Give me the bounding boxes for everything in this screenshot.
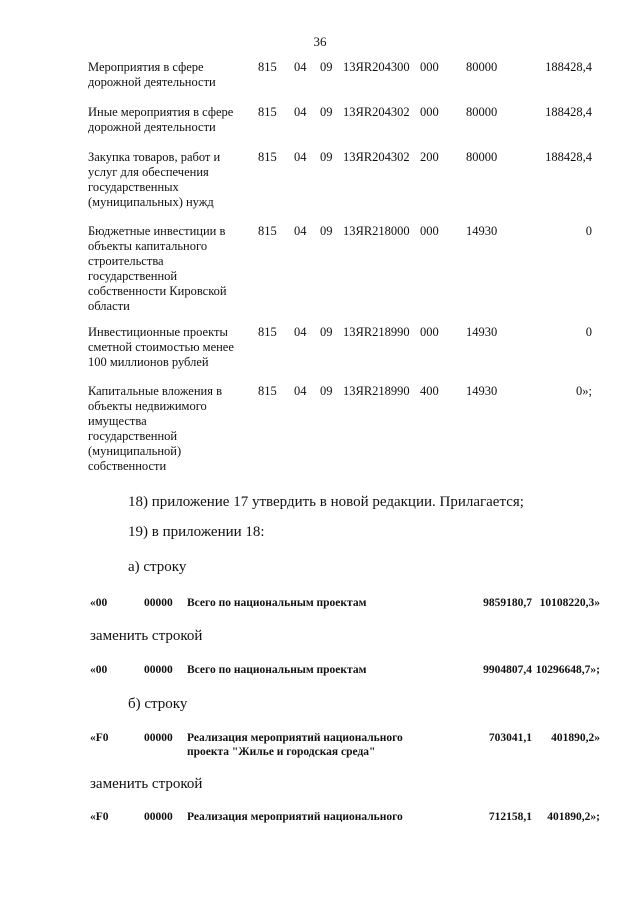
row-subsection: 09 [320,325,333,339]
bold-row-code: «F0 [90,811,109,823]
row-name: Иные мероприятия в сфере дорожной деятельности [88,105,234,134]
row-amount: 0 [585,224,592,238]
bold-row-code: «F0 [90,732,109,744]
row-ministry: 815 [258,150,277,164]
bold-row-value-1: 712158,1 [488,811,532,823]
paragraph-18: 18) приложение 17 утвердить в новой редакции. Прилагается; [128,494,524,510]
row-section: 04 [294,60,307,74]
row-amount: 188428,4 [545,105,592,119]
bold-row-value-1: 9904807,4 [483,664,532,676]
row-expense-type: 400 [420,384,439,398]
row-code: 80000 [466,60,498,74]
bold-row-value-2: 10296648,7»; [535,664,600,676]
bold-row-value-2: 10108220,3» [539,597,600,609]
row-section: 04 [294,325,307,339]
row-code: 14930 [466,224,498,238]
bold-row-name: Реализация мероприятий национального [187,811,403,823]
row-expense-type: 000 [420,325,439,339]
row-target-code: 13ЯR218990 [343,384,410,398]
row-ministry: 815 [258,325,277,339]
bold-row-subcode: 00000 [144,664,173,676]
row-code: 80000 [466,105,498,119]
row-code: 14930 [466,325,498,339]
bold-row-code: «00 [90,664,108,676]
bold-row-name: Реализация мероприятий национального проекта "Жилье и городская среда" [187,732,403,758]
row-subsection: 09 [320,224,333,238]
bold-row-value-2: 401890,2» [551,732,600,744]
row-ministry: 815 [258,224,277,238]
row-ministry: 815 [258,60,277,74]
bold-row-name: Всего по национальным проектам [187,597,367,609]
row-expense-type: 000 [420,224,439,238]
bold-row-value-2: 401890,2»; [547,811,600,823]
bold-row-code: «00 [90,597,108,609]
bold-row-value-1: 9859180,7 [483,597,532,609]
row-target-code: 13ЯR218000 [343,224,410,238]
row-subsection: 09 [320,105,333,119]
paragraph-19: 19) в приложении 18: [128,524,265,540]
row-amount: 0»; [576,384,592,398]
row-name: Капитальные вложения в объекты недвижимого имущества государственной (муниципальной) собственности [88,384,222,473]
row-subsection: 09 [320,384,333,398]
replace-line-2: заменить строкой [90,776,203,792]
row-code: 80000 [466,150,498,164]
bold-row-value-1: 703041,1 [488,732,532,744]
bold-row-subcode: 00000 [144,811,173,823]
bold-row-name: Всего по национальным проектам [187,664,367,676]
row-amount: 188428,4 [545,60,592,74]
row-name: Инвестиционные проекты сметной стоимостью менее 100 миллионов рублей [88,325,234,369]
row-ministry: 815 [258,384,277,398]
row-section: 04 [294,224,307,238]
row-target-code: 13ЯR218990 [343,325,410,339]
bold-row-subcode: 00000 [144,732,173,744]
row-ministry: 815 [258,105,277,119]
row-subsection: 09 [320,150,333,164]
row-section: 04 [294,150,307,164]
row-name: Бюджетные инвестиции в объекты капитального строительства государственной собственности Кировской области [88,224,227,313]
row-name: Закупка товаров, работ и услуг для обеспечения государственных (муниципальных) нужд [88,150,221,209]
row-expense-type: 200 [420,150,439,164]
row-expense-type: 000 [420,60,439,74]
row-section: 04 [294,105,307,119]
row-amount: 188428,4 [545,150,592,164]
row-target-code: 13ЯR204302 [343,150,410,164]
row-amount: 0 [585,325,592,339]
row-subsection: 09 [320,60,333,74]
bold-row-subcode: 00000 [144,597,173,609]
row-target-code: 13ЯR204300 [343,60,410,74]
row-code: 14930 [466,384,498,398]
row-expense-type: 000 [420,105,439,119]
paragraph-a: а) строку [128,559,187,575]
row-target-code: 13ЯR204302 [343,105,410,119]
replace-line-1: заменить строкой [90,628,203,644]
row-name: Мероприятия в сфере дорожной деятельности [88,60,216,89]
row-section: 04 [294,384,307,398]
page-number: 36 [313,34,327,49]
paragraph-b: б) строку [128,696,188,712]
